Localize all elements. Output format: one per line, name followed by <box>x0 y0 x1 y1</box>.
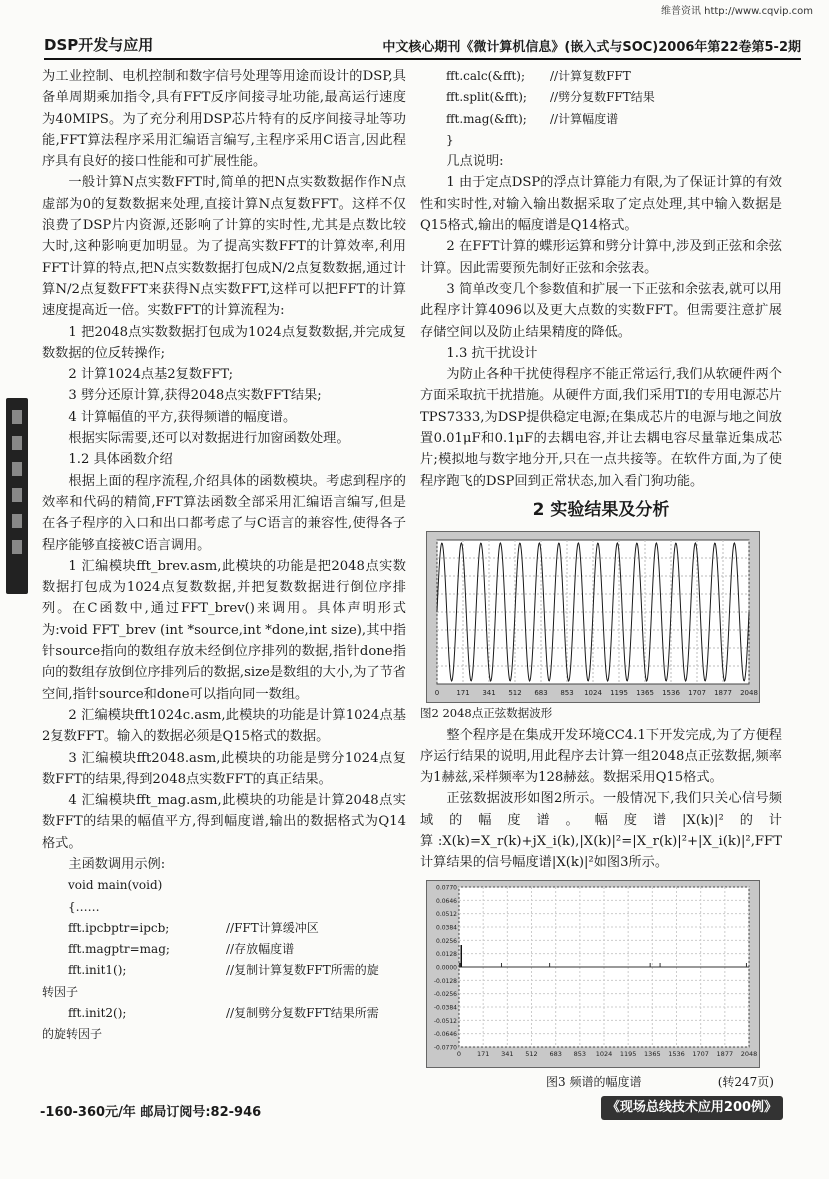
figure-caption: 图3 频谱的幅度谱 <box>546 1074 642 1089</box>
x-tick-label: 171 <box>456 689 470 698</box>
x-tick-label: 683 <box>534 689 548 698</box>
x-tick-label: 1536 <box>668 1049 685 1058</box>
paragraph: 根据实际需要,还可以对数据进行加窗函数处理。 <box>68 431 350 447</box>
footer-subscription: -160-360元/年 邮局订阅号:82-946 <box>40 1105 262 1120</box>
note-item: 2 在FFT计算的蝶形运算和劈分计算中,涉及到正弦和余弦计算。因此需要预先制好正弦和余弦表。 <box>420 239 782 276</box>
y-tick-label: 0.0512 <box>436 910 457 918</box>
journal-info: 中文核心期刊《微计算机信息》(嵌入式与SOC)2006年第22卷第5-2期 <box>382 40 801 55</box>
x-tick-label: 171 <box>476 1049 490 1058</box>
y-tick-label: 0.0128 <box>436 950 457 958</box>
note-item: 3 简单改变几个参数值和扩展一下正弦和余弦表,就可以用此程序计算4096以及更大点数的实数FFT。但需要注意扩展存储空间以及防止结果精度的降低。 <box>420 281 782 340</box>
y-tick-label: -0.0770 <box>433 1044 457 1052</box>
right-column <box>420 66 782 1090</box>
figure-sine-waveform <box>426 531 760 703</box>
x-tick-label: 1195 <box>619 1049 637 1058</box>
y-tick-label: 0.0646 <box>436 897 457 905</box>
sine-chart <box>427 532 759 702</box>
x-tick-label: 1707 <box>688 689 706 698</box>
paragraph: 3 汇编模块fft2048.asm,此模块的功能是劈分1024点复数FFT的结果,得到2048点实数FFT的真正结果。 <box>42 750 406 787</box>
code-line: } <box>446 132 454 147</box>
left-column <box>42 66 406 1046</box>
page-header <box>44 34 801 60</box>
x-tick-label: 341 <box>482 689 496 698</box>
code-line: fft.calc(&fft); //计算复数FFT <box>446 69 631 83</box>
figure-caption: 图2 2048点正弦数据波形 <box>420 706 553 721</box>
code-line: fft.split(&fft); //劈分复数FFT结果 <box>446 90 655 105</box>
code-line: 的旋转因子 <box>42 1027 103 1042</box>
note-item: 1 由于定点DSP的浮点计算能力有限,为了保证计算的有效性和实时性,对输入输出数据采取了定点处理,其中输入数据是Q15格式,输出的幅度谱是Q14格式。 <box>420 175 782 234</box>
code-line: fft.init1(); //复制计算复数FFT所需的旋 <box>68 963 379 978</box>
code-line: 转因子 <box>42 984 79 999</box>
x-tick-label: 1365 <box>636 689 654 698</box>
code-line: fft.ipcbptr=ipcb; //FFT计算缓冲区 <box>68 920 319 935</box>
y-tick-label: -0.0384 <box>433 1004 457 1012</box>
subsection-heading: 1.3 抗干扰设计 <box>446 345 538 361</box>
x-tick-label: 0 <box>434 689 440 698</box>
step-item: 3 劈分还原计算,获得2048点实数FFT结果; <box>68 388 322 404</box>
paragraph: 一般计算N点实数FFT时,简单的把N点实数数据作作N点虚部为0的复数数据来处理,直接计算N点复数FFT。这样不仅浪费了DSP片内资源,还影响了计算的实时性,尤其是点数比较大时,这种影响更加明显。为了提高实数FFT的计算效率,利用FFT计算的特点,把N点实数数据打包成N/2点复数数据,通过计算N/2点复数FFT来获得N点实数FFT,这样可以把FFT的计算速度提高近一倍。实数FFT的计算流程为: <box>42 175 406 319</box>
spectrum-chart <box>427 881 759 1067</box>
section-heading: 2 实验结果及分析 <box>532 499 670 520</box>
code-line: fft.mag(&fft); //计算幅度谱 <box>446 111 619 126</box>
y-tick-label: -0.0256 <box>433 990 457 998</box>
y-tick-label: 0.0256 <box>436 937 457 945</box>
figure-caption-row <box>420 1068 782 1090</box>
x-tick-label: 1877 <box>714 689 732 698</box>
x-tick-label: 1024 <box>584 689 602 698</box>
y-tick-label: 0.0384 <box>436 924 457 932</box>
y-tick-label: -0.0128 <box>433 977 457 985</box>
y-tick-label: -0.0512 <box>433 1017 457 1025</box>
code-line: void main(void) <box>68 878 163 893</box>
x-tick-label: 1024 <box>595 1049 613 1058</box>
footer-ad-banner: 《现场总线技术应用200例》 <box>601 1096 783 1120</box>
x-tick-label: 1877 <box>716 1049 734 1058</box>
paragraph: 4 汇编模块fft_mag.asm,此模块的功能是计算2048点实数FFT的结果的幅值平方,得到幅度谱,输出的数据格式为Q14格式。 <box>42 793 406 851</box>
x-tick-label: 341 <box>501 1049 514 1058</box>
continued-note: (转247页) <box>717 1074 774 1089</box>
step-item: 2 计算1024点基2复数FFT; <box>68 367 234 383</box>
step-item: 1 把2048点实数数据打包成为1024点复数数据,并完成复数数据的位反转操作; <box>42 324 406 361</box>
x-tick-label: 512 <box>525 1049 538 1058</box>
x-tick-label: 0 <box>456 1049 462 1058</box>
x-tick-label: 1195 <box>610 689 628 698</box>
paragraph: 为防止各种干扰使得程序不能正常运行,我们从软硬件两个方面采取抗干扰措施。从硬件方面,我们采用TI的专用电源芯片TPS7333,为DSP提供稳定电源;在集成芯片的电源与地之间放置0.01μF和0.1μF的去耦电容,并让去耦电容尽量靠近集成芯片;模拟地与数字地分开,只在一点共接等。在软件方面,为了使程序跑飞的DSP回到正常状态,加入看门狗功能。 <box>420 367 782 489</box>
paragraph: 根据上面的程序流程,介绍具体的函数模块。考虑到程序的效率和代码的精简,FFT算法函数全部采用汇编语言编写,但是在各子程序的入口和出口都考虑了与C语言的兼容性,使得各子程序能够直接被C语言调用。 <box>42 473 406 553</box>
paragraph: 1 汇编模块fft_brev.asm,此模块的功能是把2048点实数数据打包成为1024点复数数据,并把复数数据进行倒位序排列。在C函数中,通过FFT_brev()来调用。具体声明形式为:void FFT_brev (int *source,int *done,int size),其中指针source指向的数组存放未经倒位序排列的数据,指针done指向的数组存放倒位序排列后的数据,size是数组的大小,为了节省空间,指针source和done可以指向同一数组。 <box>42 558 406 702</box>
code-line: fft.magptr=mag; //存放幅度谱 <box>68 942 295 957</box>
x-tick-label: 683 <box>549 1049 562 1058</box>
figure-magnitude-spectrum <box>426 880 760 1068</box>
y-tick-label: 0.0000 <box>436 964 457 972</box>
y-tick-label: 0.0770 <box>436 884 457 892</box>
x-tick-label: 853 <box>560 689 574 698</box>
x-tick-label: 853 <box>573 1049 587 1058</box>
x-tick-label: 2048 <box>740 1049 758 1058</box>
paragraph: 2 汇编模块fft1024c.asm,此模块的功能是计算1024点基2复数FFT。输入的数据必须是Q15格式的数据。 <box>42 707 406 745</box>
x-tick-label: 1707 <box>692 1049 709 1058</box>
x-tick-label: 1365 <box>644 1049 661 1058</box>
y-tick-label: -0.0646 <box>433 1030 457 1038</box>
subsection-heading: 1.2 具体函数介绍 <box>68 452 173 468</box>
paragraph: 为工业控制、电机控制和数字信号处理等用途而设计的DSP,具备单周期乘加指令,具有FFT反序间接寻址功能,最高运行速度为40MIPS。为了充分利用DSP芯片特有的反序间接寻址等功能,FFT算法程序采用汇编语言编写,主程序采用C语言,因此程序具有良好的接口性能和可扩展性能。 <box>42 69 406 170</box>
x-tick-label: 1536 <box>662 689 680 698</box>
step-item: 4 计算幅值的平方,获得频谱的幅度谱。 <box>68 409 297 425</box>
code-line: {…… <box>68 899 100 914</box>
x-tick-label: 512 <box>508 689 522 698</box>
notes-heading: 几点说明: <box>446 154 504 170</box>
code-line: fft.init2(); //复制劈分复数FFT结果所需 <box>68 1006 379 1021</box>
paragraph: 主函数调用示例: <box>68 856 166 872</box>
paragraph: 正弦数据波形如图2所示。一般情况下,我们只关心信号频域的幅度谱。幅度谱|X(k)|²的计算:X(k)=X_r(k)+jX_i(k),|X(k)|²=|X_r(k)|²+|X_i(k)|²,FFT计算结果的信号幅度谱|X(k)|²如图3所示。 <box>420 791 782 871</box>
paragraph: 整个程序是在集成开发环境CC4.1下开发完成,为了方便程序运行结果的说明,用此程序去计算一组2048点正弦数据,频率为1赫兹,采样频率为128赫兹。数据采用Q15格式。 <box>420 727 782 786</box>
side-tab-marker <box>6 398 28 594</box>
x-tick-label: 2048 <box>740 689 758 698</box>
site-watermark: 维普资讯 http://www.cqvip.com <box>660 6 813 17</box>
column-section-title: DSP开发与应用 <box>44 36 154 54</box>
